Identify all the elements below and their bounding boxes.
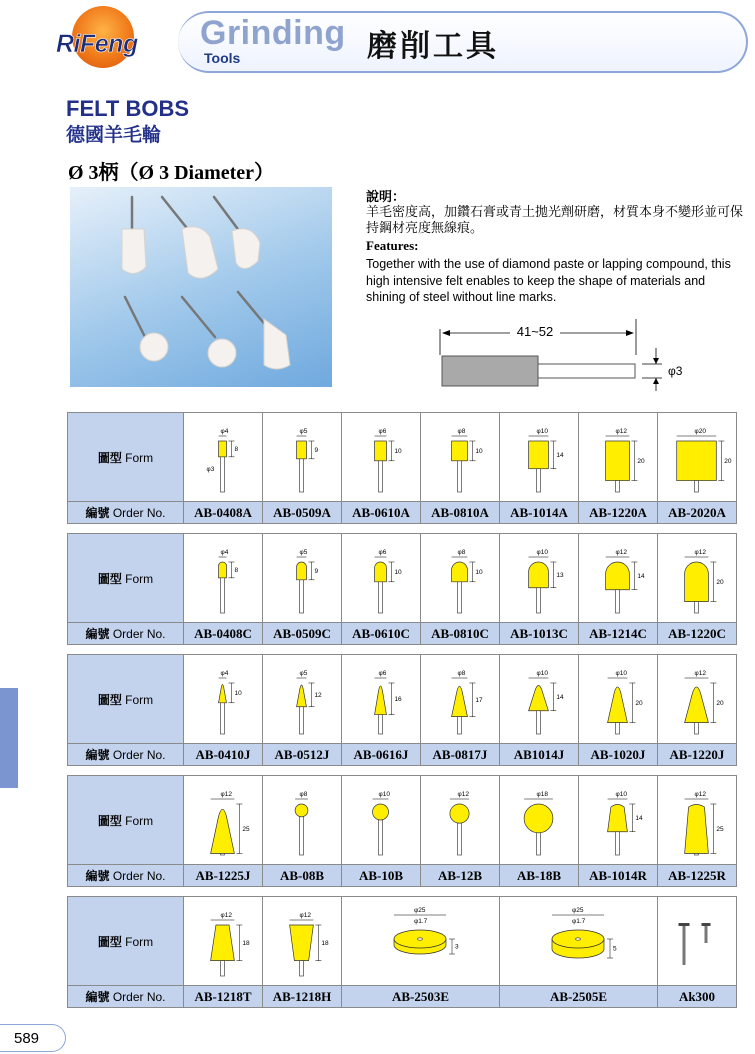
category-title-zh: 磨削工具 xyxy=(367,30,499,63)
bob-shape-drawing xyxy=(579,655,656,738)
order-code: AB-0408C xyxy=(184,623,263,645)
height-label: 13 xyxy=(556,571,564,579)
product-figure xyxy=(342,534,421,623)
bob-shape-drawing xyxy=(500,655,577,738)
diameter-label: φ4 xyxy=(220,428,229,435)
spec-table-c xyxy=(67,533,737,645)
diameter-label: φ12 xyxy=(220,912,232,919)
product-figure xyxy=(421,655,500,744)
shank-dimension-drawing xyxy=(430,315,700,395)
order-code: AB-2505E xyxy=(500,986,658,1008)
height-label: 16 xyxy=(394,695,402,703)
order-code: AB-10B xyxy=(342,865,421,887)
bob-shape-drawing xyxy=(184,776,261,859)
order-code: AB-12B xyxy=(421,865,500,887)
order-code: AB-2503E xyxy=(342,986,500,1008)
product-figure xyxy=(342,413,421,502)
diameter-label: φ10 xyxy=(615,791,627,798)
order-label xyxy=(68,865,184,887)
bob-shape-drawing xyxy=(263,534,340,617)
description-text-zh: 羊毛密度高，加鑽石膏或青土拋光劑研磨，材質本身不變形並可保持鋼材亮度無線痕。 xyxy=(366,204,744,235)
product-figure xyxy=(500,413,579,502)
height-label: 20 xyxy=(724,457,732,465)
order-label-en: Order No. xyxy=(112,869,166,883)
bob-shape-drawing xyxy=(342,413,419,496)
height-label: 10 xyxy=(394,568,402,576)
height-label: 18 xyxy=(321,939,329,947)
form-label-zh: 圖型 xyxy=(97,692,122,707)
product-title: FELT BOBS xyxy=(66,96,190,121)
product-title-zh: 德國羊毛輪 xyxy=(66,125,162,146)
product-figure xyxy=(263,776,342,865)
form-label-en: Form xyxy=(125,571,154,586)
height-label: 17 xyxy=(475,696,483,704)
diameter-label: φ10 xyxy=(536,428,548,435)
order-label-en: Order No. xyxy=(112,748,166,762)
order-code: AB1014J xyxy=(500,744,579,766)
order-code: AB-0616J xyxy=(342,744,421,766)
order-code: AB-0509A xyxy=(263,502,342,524)
diameter-label: φ12 xyxy=(299,912,311,919)
bob-shape-drawing xyxy=(421,534,498,617)
product-figure xyxy=(421,413,500,502)
height-label: 10 xyxy=(234,689,242,697)
height-label: 25 xyxy=(716,825,724,833)
product-figure xyxy=(263,897,342,986)
order-code: AB-1225J xyxy=(184,865,263,887)
product-figure xyxy=(658,776,737,865)
bob-shape-drawing xyxy=(658,776,735,859)
product-figure xyxy=(263,413,342,502)
product-subtitle: Ø 3柄（Ø 3 Diameter） xyxy=(68,162,275,184)
form-label-en: Form xyxy=(125,450,154,465)
product-figure xyxy=(342,897,500,986)
bob-shape-drawing xyxy=(184,897,261,980)
features-heading: Features: xyxy=(366,238,419,253)
diameter-label: φ8 xyxy=(299,791,308,798)
product-figure xyxy=(500,655,579,744)
order-code: Ak300 xyxy=(658,986,737,1008)
order-code: AB-1220A xyxy=(579,502,658,524)
order-code: AB-08B xyxy=(263,865,342,887)
form-label xyxy=(68,776,184,865)
product-figure xyxy=(658,897,737,986)
product-figure xyxy=(184,413,263,502)
product-figure xyxy=(184,897,263,986)
height-label: 9 xyxy=(314,567,319,575)
order-code: AB-18B xyxy=(500,865,579,887)
order-code: AB-0817J xyxy=(421,744,500,766)
spec-table-a xyxy=(67,412,737,524)
product-figure xyxy=(342,655,421,744)
order-label-zh: 編號 xyxy=(85,990,110,1004)
bob-shape-drawing xyxy=(500,534,577,617)
bob-shape-drawing xyxy=(263,776,340,859)
diameter-label: φ6 xyxy=(378,670,387,677)
diameter-label: φ4 xyxy=(220,670,229,677)
height-label: 20 xyxy=(635,699,643,707)
order-label xyxy=(68,986,184,1008)
order-code: AB-1225R xyxy=(658,865,737,887)
product-figure xyxy=(579,655,658,744)
bob-shape-drawing xyxy=(500,897,656,980)
height-label: 3 xyxy=(455,943,459,951)
height-label: 10 xyxy=(475,447,483,455)
diameter-label: φ25 xyxy=(572,907,584,914)
product-figure xyxy=(421,534,500,623)
product-figure xyxy=(579,776,658,865)
order-code: AB-0512J xyxy=(263,744,342,766)
diameter-label: φ12 xyxy=(220,791,232,798)
bob-shape-drawing xyxy=(184,655,261,738)
diameter-label: φ10 xyxy=(536,670,548,677)
spec-table-j xyxy=(67,654,737,766)
product-figure xyxy=(184,534,263,623)
order-code: AB-1220J xyxy=(658,744,737,766)
bore-label: φ1.7 xyxy=(414,918,428,925)
order-code: AB-0610A xyxy=(342,502,421,524)
height-label: 14 xyxy=(556,451,564,459)
diameter-label: φ10 xyxy=(536,549,548,556)
order-label-zh: 編號 xyxy=(85,869,110,883)
order-code: AB-1218H xyxy=(263,986,342,1008)
diameter-label: φ6 xyxy=(378,549,387,556)
height-label: 14 xyxy=(556,693,564,701)
order-code: AB-0810A xyxy=(421,502,500,524)
product-figure xyxy=(658,534,737,623)
form-label xyxy=(68,413,184,502)
order-code: AB-0410J xyxy=(184,744,263,766)
order-label xyxy=(68,502,184,524)
height-label: 14 xyxy=(635,814,643,822)
order-label-en: Order No. xyxy=(112,990,166,1004)
bob-shape-drawing xyxy=(500,413,577,496)
height-label: 18 xyxy=(242,939,250,947)
diameter-label: φ5 xyxy=(299,549,308,556)
product-figure xyxy=(342,776,421,865)
description-heading-zh: 說明： xyxy=(366,189,406,204)
category-subtitle: Tools xyxy=(204,50,241,66)
product-figure xyxy=(658,413,737,502)
order-label-en: Order No. xyxy=(112,506,166,520)
order-code: AB-1020J xyxy=(579,744,658,766)
diameter-label: φ12 xyxy=(694,549,706,556)
diameter-label: φ20 xyxy=(694,428,706,435)
order-label xyxy=(68,744,184,766)
bob-shape-drawing xyxy=(579,534,656,617)
diameter-label: φ5 xyxy=(299,670,308,677)
spec-table-b xyxy=(67,775,737,887)
order-label-zh: 編號 xyxy=(85,748,110,762)
form-label-zh: 圖型 xyxy=(97,571,122,586)
bob-shape-drawing xyxy=(421,655,498,738)
order-label xyxy=(68,623,184,645)
order-code: AB-0408A xyxy=(184,502,263,524)
height-label: 14 xyxy=(637,572,645,580)
height-label: 8 xyxy=(234,445,239,453)
bob-shape-drawing xyxy=(342,897,498,980)
order-code: AB-0509C xyxy=(263,623,342,645)
order-code: AB-1218T xyxy=(184,986,263,1008)
order-label-zh: 編號 xyxy=(85,506,110,520)
diameter-label: φ8 xyxy=(457,428,466,435)
bore-label: φ1.7 xyxy=(572,918,586,925)
bob-shape-drawing xyxy=(342,776,419,859)
order-label-zh: 編號 xyxy=(85,627,110,641)
height-label: 5 xyxy=(613,945,617,953)
diameter-label: φ12 xyxy=(615,428,627,435)
bob-shape-drawing xyxy=(263,897,340,980)
bob-shape-drawing xyxy=(579,413,656,496)
diameter-label: φ8 xyxy=(457,549,466,556)
diameter-label: φ25 xyxy=(414,907,426,914)
diameter-label: φ12 xyxy=(615,549,627,556)
diameter-label: φ6 xyxy=(378,428,387,435)
felt-bobs-illustration xyxy=(70,187,332,387)
shank-length-label: 41~52 xyxy=(516,324,554,339)
form-label-en: Form xyxy=(125,813,154,828)
diameter-label: φ12 xyxy=(694,670,706,677)
product-figure xyxy=(500,776,579,865)
product-figure xyxy=(579,413,658,502)
height-label: 8 xyxy=(234,566,239,574)
height-label: 25 xyxy=(242,825,250,833)
diameter-label: φ10 xyxy=(615,670,627,677)
bob-shape-drawing xyxy=(658,897,735,980)
page-number: 589 xyxy=(0,1024,66,1052)
order-code: AB-2020A xyxy=(658,502,737,524)
form-label-zh: 圖型 xyxy=(97,813,122,828)
form-label-en: Form xyxy=(125,934,154,949)
diameter-label: φ12 xyxy=(457,791,469,798)
bob-shape-drawing xyxy=(184,534,261,617)
height-label: 9 xyxy=(314,446,319,454)
form-label xyxy=(68,897,184,986)
bob-shape-drawing xyxy=(342,655,419,738)
form-label-zh: 圖型 xyxy=(97,450,122,465)
height-label: 10 xyxy=(394,447,402,455)
order-code: AB-1014A xyxy=(500,502,579,524)
category-title: Grinding xyxy=(200,14,346,52)
bob-shape-drawing xyxy=(658,413,735,496)
bob-shape-drawing xyxy=(184,413,261,496)
form-label xyxy=(68,534,184,623)
logo-text: RiFeng xyxy=(56,30,138,58)
product-figure xyxy=(184,655,263,744)
bob-shape-drawing xyxy=(263,655,340,738)
order-code: AB-1014R xyxy=(579,865,658,887)
order-code: AB-1220C xyxy=(658,623,737,645)
form-label-zh: 圖型 xyxy=(97,934,122,949)
height-label: 20 xyxy=(637,457,645,465)
product-photo xyxy=(70,187,332,387)
bob-shape-drawing xyxy=(421,413,498,496)
bob-shape-drawing xyxy=(263,413,340,496)
features-text: Together with the use of diamond paste or lapping compound, this high intensive felt enables to keep the shape of materials and shining of steel without line marks. xyxy=(366,257,731,304)
order-code: AB-1214C xyxy=(579,623,658,645)
bob-shape-drawing xyxy=(579,776,656,859)
product-figure xyxy=(500,534,579,623)
diameter-label: φ5 xyxy=(299,428,308,435)
product-figure xyxy=(421,776,500,865)
diameter-label: φ12 xyxy=(694,791,706,798)
spec-table-e xyxy=(67,896,737,1008)
diameter-label: φ18 xyxy=(536,791,548,798)
order-code: AB-0810C xyxy=(421,623,500,645)
product-figure xyxy=(579,534,658,623)
order-code: AB-0610C xyxy=(342,623,421,645)
product-figure xyxy=(263,655,342,744)
product-figure xyxy=(500,897,658,986)
order-code: AB-1013C xyxy=(500,623,579,645)
bob-shape-drawing xyxy=(421,776,498,859)
product-figure xyxy=(184,776,263,865)
form-label-en: Form xyxy=(125,692,154,707)
diameter-label: φ4 xyxy=(220,549,229,556)
bob-shape-drawing xyxy=(658,655,735,738)
diameter-label: φ8 xyxy=(457,670,466,677)
diameter-label: φ10 xyxy=(378,791,390,798)
bob-shape-drawing xyxy=(500,776,577,859)
height-label: 10 xyxy=(475,568,483,576)
height-label: 20 xyxy=(716,699,724,707)
shank-diameter-label: φ3 xyxy=(668,364,683,378)
shank-label: φ3 xyxy=(206,465,215,473)
order-label-en: Order No. xyxy=(112,627,166,641)
bob-shape-drawing xyxy=(342,534,419,617)
product-figure xyxy=(658,655,737,744)
side-tab xyxy=(0,688,18,788)
height-label: 12 xyxy=(314,691,322,699)
bob-shape-drawing xyxy=(658,534,735,617)
form-label xyxy=(68,655,184,744)
product-figure xyxy=(263,534,342,623)
rifeng-logo xyxy=(56,6,152,76)
height-label: 20 xyxy=(716,578,724,586)
